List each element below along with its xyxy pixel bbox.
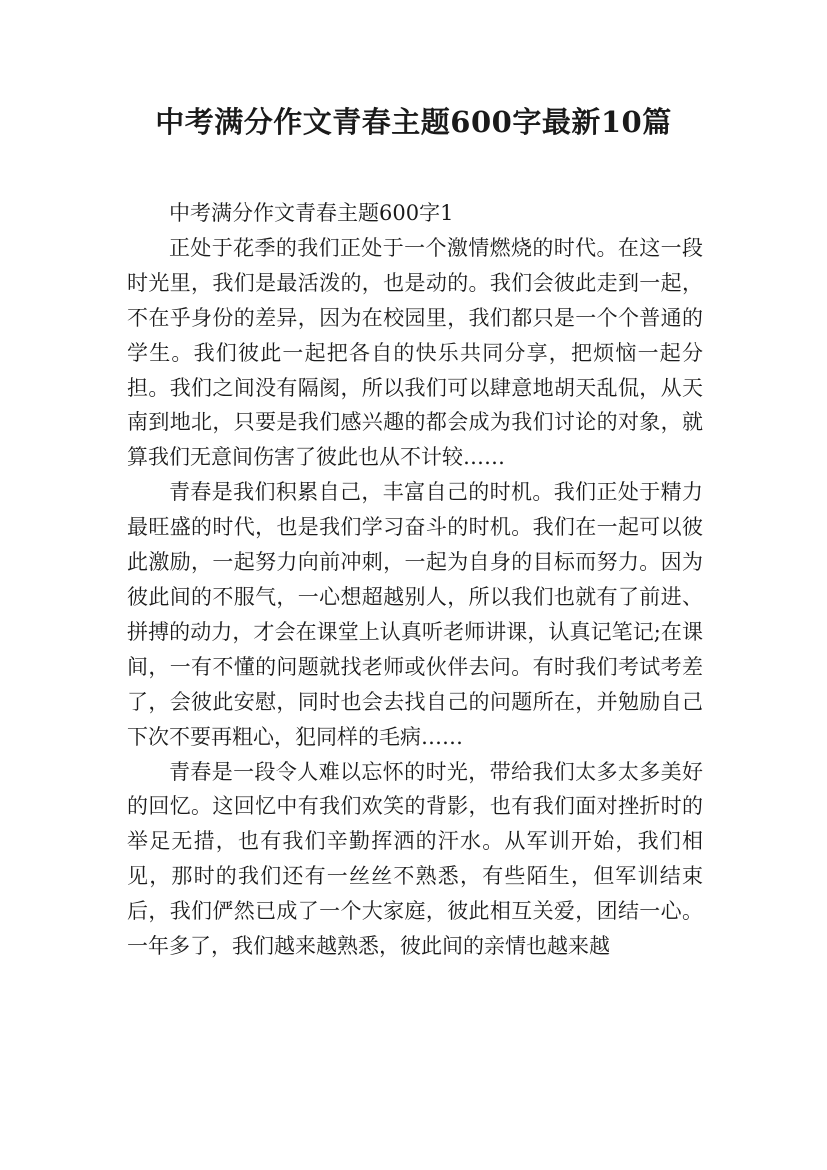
paragraph: 正处于花季的我们正处于一个激情燃烧的时代。在这一段时光里，我们是最活泼的，也是动的。我们会彼此走到一起，不在乎身份的差异，因为在校园里，我们都只是一个个普通的学生。我们彼此一起把各自的快乐共同分享，把烦恼一起分担。我们之间没有隔阂，所以我们可以肆意地胡天乱侃，从天南到地北，只要是我们感兴趣的都会成为我们讨论的对象，就算我们无意间伤害了彼此也从不计较…… (127, 235, 703, 470)
document-body (127, 196, 703, 964)
section-heading: 中考满分作文青春主题600字1 (169, 201, 454, 225)
document-title: 中考满分作文青春主题600字最新10篇 (155, 105, 672, 139)
paragraph: 青春是我们积累自己，丰富自己的时机。我们正处于精力最旺盛的时代，也是我们学习奋斗的时机。我们在一起可以彼此激励，一起努力向前冲刺，一起为自身的目标而努力。因为彼此间的不服气，一心想超越别人，所以我们也就有了前进、拼搏的动力，才会在课堂上认真听老师讲课，认真记笔记;在课间，一有不懂的问题就找老师或伙伴去问。有时我们考试考差了，会彼此安慰，同时也会去找自己的问题所在，并勉励自己下次不要再粗心，犯同样的毛病…… (127, 480, 703, 749)
paragraph: 青春是一段令人难以忘怀的时光，带给我们太多太多美好的回忆。这回忆中有我们欢笑的背影，也有我们面对挫折时的举足无措，也有我们辛勤挥洒的汗水。从军训开始，我们相见，那时的我们还有一丝丝不熟悉，有些陌生，但军训结束后，我们俨然已成了一个大家庭，彼此相互关爱，团结一心。一年多了，我们越来越熟悉，彼此间的亲情也越来越 (127, 759, 703, 959)
